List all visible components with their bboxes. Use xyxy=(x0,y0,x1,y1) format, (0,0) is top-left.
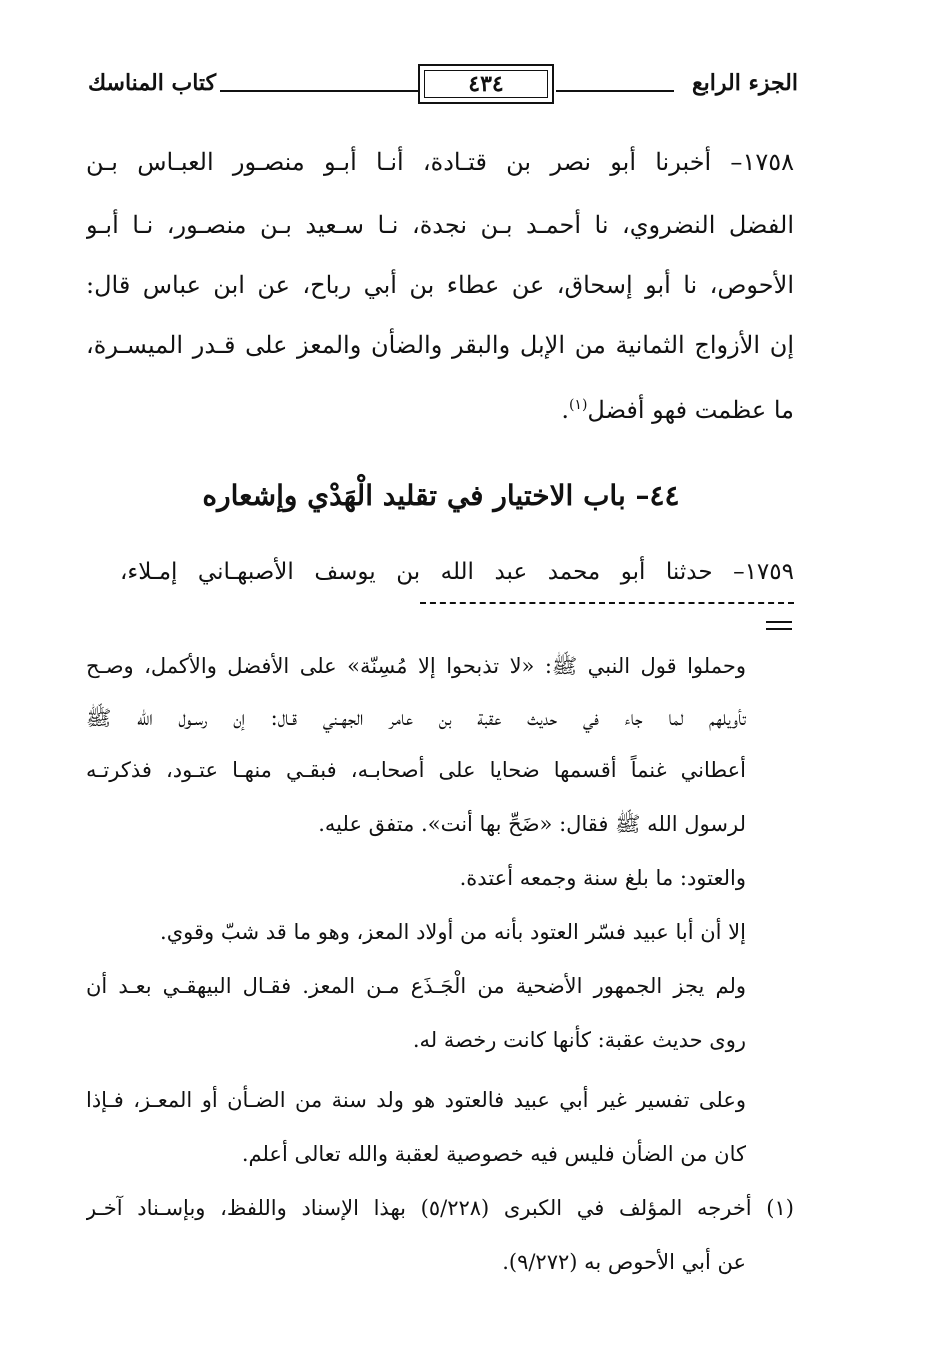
commentary-line: ولم يجز الجمهور الأضحية من الْجَـذَع مـن المعز. فقـال البيهقـي بعـد أن xyxy=(86,974,746,998)
hadith-1758-line: ١٧٥٨– أخبرنا أبو نصر بن قتـادة، أنـا أبـو منصـور العبـاس بـن xyxy=(86,148,794,176)
hadith-1758-line: إن الأزواج الثمانية من الإبل والبقر والضأن والمعز على قـدر الميسـرة، xyxy=(86,331,794,359)
header-rule-right xyxy=(556,90,674,92)
footnote-ref-mark: (١) xyxy=(568,397,588,413)
header-rule-left xyxy=(220,90,418,92)
page-number-frame xyxy=(424,70,548,98)
volume-label: الجزء الرابع xyxy=(691,70,798,96)
hadith-1759-line: ١٧٥٩– حدثنا أبو محمد عبد الله بن يوسف الأصبهـاني إمـلاء، xyxy=(120,559,794,585)
commentary-line: تأويلهم لما جاء في حديث عقبة بن عامر الجهـني قـال: إن رسـول الله ﷺ xyxy=(86,706,746,730)
page-number: ٤٣٤ xyxy=(468,71,504,97)
footnote-line: (١) أخرجه المؤلف في الكبرى (٥/٢٢٨) بهذا الإسناد واللفظ، وبإسـناد آخـر xyxy=(86,1196,794,1220)
commentary-line: والعتود: ما بلغ سنة وجمعه أعتدة. xyxy=(459,866,746,890)
hadith-1758-line: الفضل النضروي، نا أحمـد بـن نجدة، نـا سـعيد بـن منصـور، نـا أبـو xyxy=(86,211,794,239)
commentary-line: لرسول الله ﷺ فقال: «ضَحِّ بها أنت». متفق عليه. xyxy=(318,812,746,836)
commentary-line: كان من الضأن فليس فيه خصوصية لعقبة والله تعالى أعلم. xyxy=(241,1142,746,1166)
commentary-line: أعطاني غنماً أقسمها ضحايا على أصحابـه، فبقـي منهـا عتـود، فذكرتـه xyxy=(86,758,746,782)
commentary-line: إلا أن أبا عبيد فسّر العتود بأنه من أولاد المعز، وهو ما قد شبّ وقوي. xyxy=(160,920,746,944)
commentary-line: وحملوا قول النبي ﷺ: «لا تذبحوا إلا مُسِنّة» على الأفضل والأكمل، وصـح xyxy=(86,654,746,678)
hadith-1758-line: الأحوص، نا أبو إسحاق، عن عطاء بن أبي رباح، عن ابن عباس قال: xyxy=(86,271,794,299)
commentary-line: روى حديث عقبة: كأنها كانت رخصة له. xyxy=(412,1028,746,1052)
running-header xyxy=(88,64,798,108)
commentary-line: وعلى تفسير غير أبي عبيد فالعتود هو ولد سنة من الضـأن أو المعـز، فـإذا xyxy=(86,1088,746,1112)
footnote-separator xyxy=(420,602,794,604)
hadith-1758-end: . xyxy=(561,396,569,424)
book-title: كتاب المناسك xyxy=(88,70,217,96)
hadith-1758-last-line xyxy=(86,385,794,430)
footnote-line: عن أبي الأحوص به (٩/٢٧٢). xyxy=(502,1250,746,1274)
page-number-box xyxy=(418,64,554,104)
continuation-mark xyxy=(766,621,792,630)
hadith-1758-text: ما عظمت فهو أفضل xyxy=(587,396,794,424)
chapter-heading: ٤٤– باب الاختيار في تقليد الْهَدْي وإشعاره xyxy=(202,479,680,512)
